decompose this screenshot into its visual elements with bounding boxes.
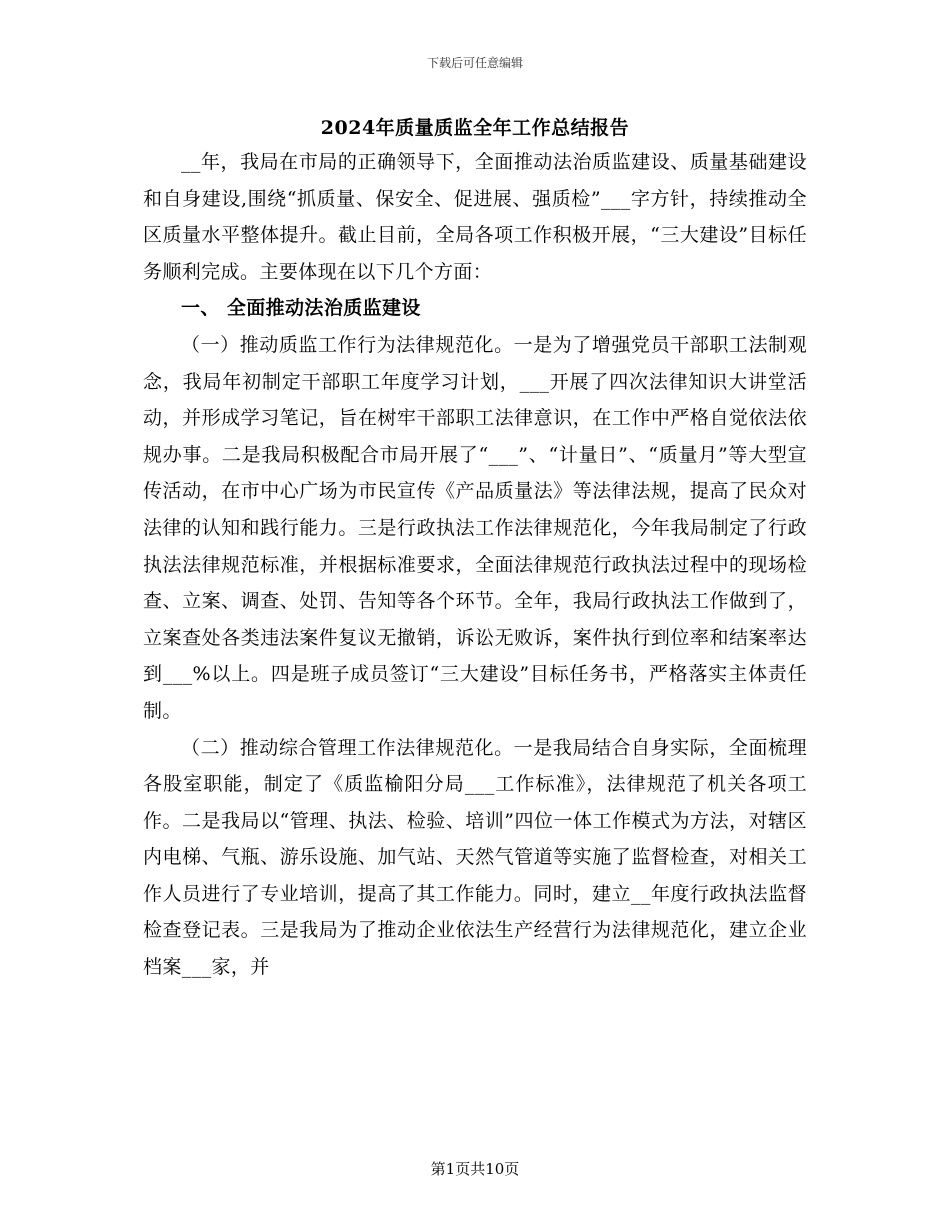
paragraph-1: （一）推动质监工作行为法律规范化。一是为了增强党员干部职工法制观念，我局年初制定干部职工年度学习计划，___开展了四次法律知识大讲堂活动，并形成学习笔记，旨在树牢干部职工法律意识，在工作中严格自觉依法依规办事。二是我局积极配合市局开展了“___”、“计量日”、“质量月”等大型宣传活动，在市中心广场为市民宣传《产品质量法》等法律法规，提高了民众对法律的认知和践行能力。三是行政执法工作法律规范化，今年我局制定了行政执法法律规范标准，并根据标准要求，全面法律规范行政执法过程中的现场检查、立案、调查、处罚、告知等各个环节。全年，我局行政执法工作做到了，立案查处各类违法案件复议无撤销，诉讼无败诉，案件执行到位率和结案率达到___%以上。四是班子成员签订“三大建设”目标任务书，严格落实主体责任制。	[143, 333, 807, 722]
page-header-note: 下载后可任意编辑	[426, 56, 523, 70]
document-title: 2024年质量质监全年工作总结报告	[320, 117, 630, 139]
document-body	[143, 144, 807, 986]
paragraph-2: （二）推动综合管理工作法律规范化。一是我局结合自身实际，全面梳理各股室职能，制定了《质监榆阳分局___工作标准》，法律规范了机关各项工作。二是我局以“管理、执法、检验、培训”四位一体工作模式为方法，对辖区内电梯、气瓶、游乐设施、加气站、天然气管道等实施了监督检查，对相关工作人员进行了专业培训，提高了其工作能力。同时，建立__年度行政执法监督检查登记表。三是我局为了推动企业依法生产经营行为法律规范化，建立企业档案___家，并	[143, 736, 807, 979]
intro-paragraph: __年，我局在市局的正确领导下，全面推动法治质监建设、质量基础建设和自身建设,围绕“抓质量、保安全、促进展、强质检”___字方针，持续推动全区质量水平整体提升。截止目前，全局各项工作积极开展，“三大建设”目标任务顺利完成。主要体现在以下几个方面：	[143, 151, 807, 283]
section-heading: 一、 全面推动法治质监建设	[181, 297, 421, 320]
page-number: 第1页共10页	[430, 1160, 520, 1178]
